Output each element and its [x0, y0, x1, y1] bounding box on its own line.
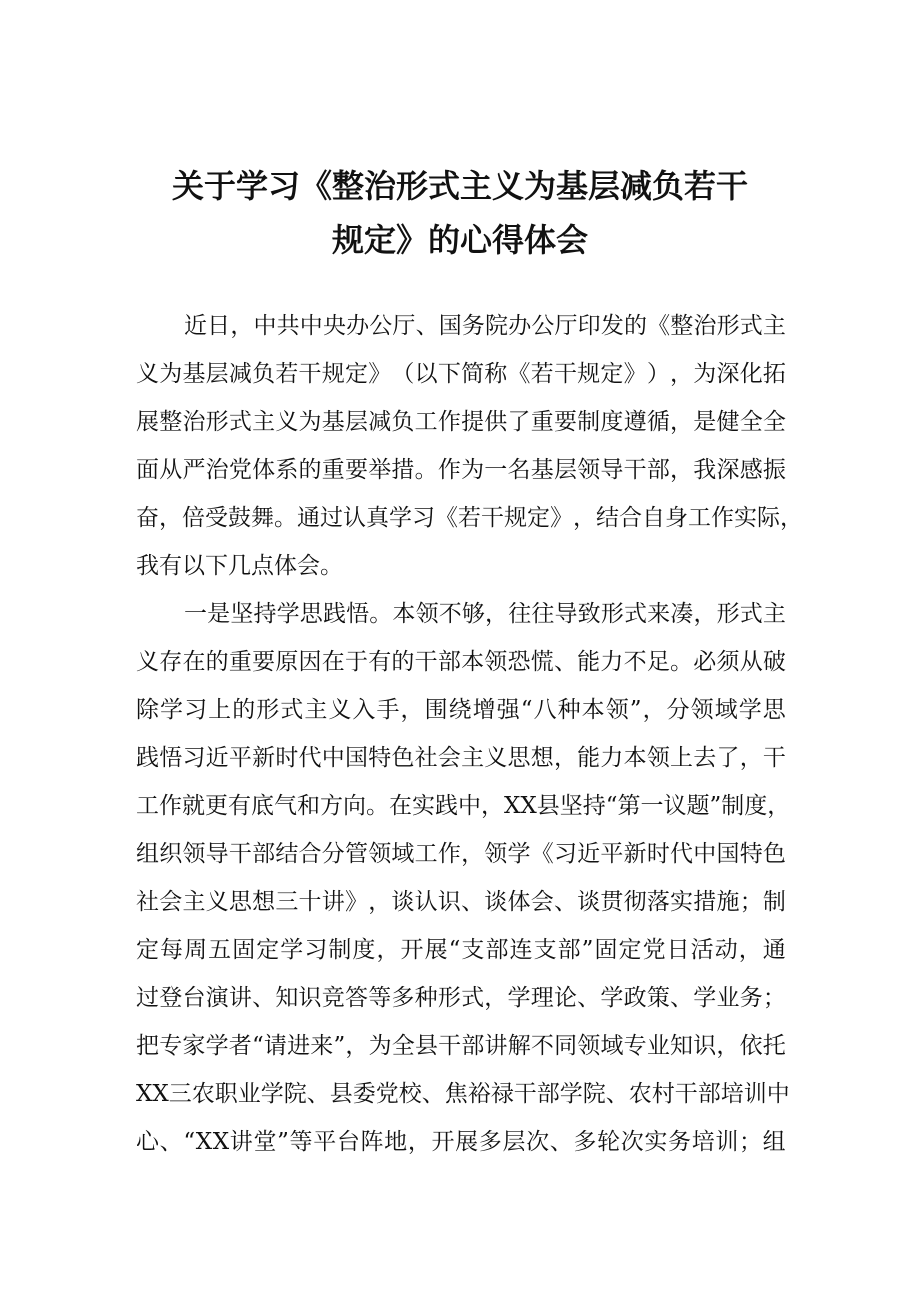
text-line: 把 专 家 学 者 “ 请 进 来 ” ， 为 全 县 干 部 讲 解 不 同 领 域 专 业 知 识 ， 依 托	[136, 1033, 786, 1059]
text-line: 近 日 ， 中 共 中 央 办 公 厅 、 国 务 院 办 公 厅 印 发 的 《 整 治 形 式 主	[184, 313, 786, 339]
text-line: 义 存 在 的 重 要 原 因 在 于 有 的 干 部 本 领 恐 慌 、 能 力 不 足 。 必 须 从 破	[136, 649, 786, 675]
text-line: 我有以下几点体会。	[136, 553, 343, 579]
text-line: 展 整 治 形 式 主 义 为 基 层 减 负 工 作 提 供 了 重 要 制 度 遵 循 ， 是 健 全 全	[136, 409, 786, 435]
paragraph-intro	[136, 302, 803, 590]
text-line: 过 登 台 演 讲 、 知 识 竞 答 等 多 种 形 式 ， 学 理 论 、 学 政 策 、 学 业 务 ；	[136, 985, 786, 1011]
text-line: 义 为 基 层 减 负 若 干 规 定 》 （ 以 下 简 称 《 若 干 规 定 》 ） ， 为 深 化 拓	[136, 361, 786, 387]
text-line: 社 会 主 义 思 想 三 十 讲 》 ， 谈 认 识 、 谈 体 会 、 谈 贯 彻 落 实 措 施 ； 制	[136, 889, 786, 915]
document-title-line-1: 关于学习《整治形式主义为基层减负若干	[171, 167, 748, 205]
text-line: 心 、 “ X X 讲 堂 ” 等 平 台 阵 地 ， 开 展 多 层 次 、 多 轮 次 实 务 培 训 ； 组	[136, 1129, 786, 1155]
text-line: 除 学 习 上 的 形 式 主 义 入 手 ， 围 绕 增 强 “ 八 种 本 领 ” ， 分 领 域 学 思	[136, 697, 786, 723]
document-title-line-2: 规定》的心得体会	[331, 221, 588, 259]
paragraph-point-one	[136, 590, 791, 1166]
text-line: 奋 ， 倍 受 鼓 舞 。 通 过 认 真 学 习 《 若 干 规 定 》 ， 结 合 自 身 工 作 实 际 ，	[136, 505, 803, 531]
text-line: 践 悟 习 近 平 新 时 代 中 国 特 色 社 会 主 义 思 想 ， 能 力 本 领 上 去 了 ， 干	[136, 745, 786, 771]
text-line: 面 从 严 治 党 体 系 的 重 要 举 措 。 作 为 一 名 基 层 领 导 干 部 ， 我 深 感 振	[136, 457, 786, 483]
text-line: 定 每 周 五 固 定 学 习 制 度 ， 开 展 “ 支 部 连 支 部 ” 固 定 党 日 活 动 ， 通	[136, 937, 786, 963]
text-line: X X 三 农 职 业 学 院 、 县 委 党 校 、 焦 裕 禄 干 部 学 院 、 农 村 干 部 培 训 中	[136, 1081, 790, 1107]
text-line: 工 作 就 更 有 底 气 和 方 向 。 在 实 践 中 ， X X 县 坚 持 “ 第 一 议 题 ” 制 度 ，	[136, 793, 791, 819]
text-line: 一 是 坚 持 学 思 践 悟 。 本 领 不 够 ， 往 往 导 致 形 式 来 凑 ， 形 式 主	[184, 601, 786, 627]
document-body	[136, 302, 803, 1166]
text-line: 组 织 领 导 干 部 结 合 分 管 领 域 工 作 ， 领 学 《 习 近 平 新 时 代 中 国 特 色	[136, 841, 786, 867]
